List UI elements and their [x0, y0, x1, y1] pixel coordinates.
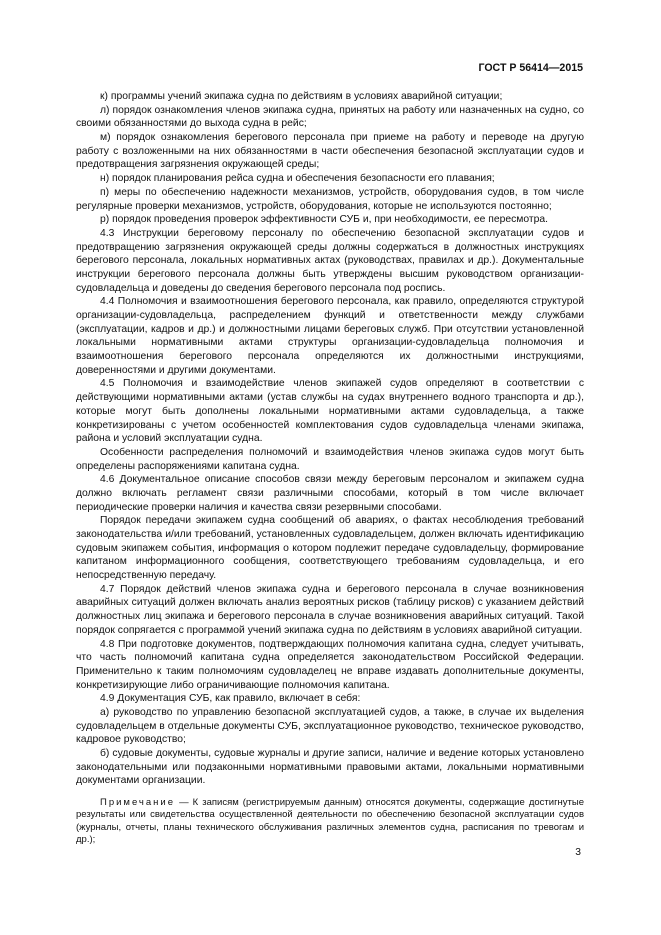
paragraph: 4.8 При подготовке документов, подтверждающих полномочия капитана судна, следует учитывать, что часть полномочий капитана судна определяется законодательством Российской Федерации. Применительно к таким полномочиям судовладелец не вправе издавать дополнительные документы, конкретизирующие либо ограничивающие полномочия капитана. [76, 638, 584, 691]
paragraph: 4.7 Порядок действий членов экипажа судна и берегового персонала в случае возникновения аварийных ситуаций должен включать анализ вероятных рисков (таблицу рисков) с указанием действий должностных лиц экипажа и берегового персонала в случае возникновения аварийных ситуаций. Такой порядок сопрягается с программой учений экипажа судна по действиям в условиях аварийной ситуации. [76, 583, 584, 636]
paragraph: л) порядок ознакомления членов экипажа судна, принятых на работу или назначенных на судно, со своими обязанностями до выхода судна в рейс; [76, 104, 584, 130]
page-number: 3 [575, 847, 581, 858]
note-label: Примечание [100, 797, 175, 809]
paragraph: б) судовые документы, судовые журналы и другие записи, наличие и ведение которых установлено законодательными или подзаконными нормативными правовыми актами, локальными нормативными документами организации. [76, 748, 584, 787]
paragraph: а) руководство по управлению безопасной эксплуатацией судов, а также, в случае их выделения судовладельцем в отдельные документы СУБ, эксплуатационное руководство, техническое руководство, кадровое руководство; [76, 706, 584, 746]
paragraph: р) порядок проведения проверок эффективности СУБ и, при необходимости, ее пересмотра. [100, 214, 549, 226]
paragraph: 4.3 Инструкции береговому персоналу по обеспечению безопасной эксплуатации судов и предотвращению загрязнения окружающей среды должны содержаться в должностных инструкциях берегового персонала, локальных нормативных актах (руководствах, правилах и др.). Документальные инструкции берегового персонала должны быть утверждены высшим руководством организации-судовладельца и доведены до сведения берегового персонала под роспись. [76, 227, 584, 294]
standard-number: ГОСТ Р 56414—2015 [478, 62, 583, 74]
body-text [76, 90, 584, 847]
paragraph: м) порядок ознакомления берегового персонала при приеме на работу и переводе на другую работу с возложенными на них обязанностями в части обеспечения безопасной эксплуатации судов и предотвращения загрязнения окружающей среды; [76, 132, 584, 171]
paragraph: 4.6 Документальное описание способов связи между береговым персоналом и экипажем судна должно включать регламент связи различными способами, который в том числе включает периодические проверки наличия и качества связи резервными способами. [76, 474, 584, 513]
paragraph: 4.4 Полномочия и взаимоотношения берегового персонала, как правило, определяются структурой организации-судовладельца, распределением функций и ответственности между службами (эксплуатации, кадров и др.) и должностными лицами береговых служб. При отсутствии установленной локальными нормативными актами структуры организации-судовладельца полномочия и взаимоотношения берегового персонала определяются их должностными инструкциями, доверенностями и другими документами. [76, 296, 584, 376]
paragraph: Особенности распределения полномочий и взаимодействия членов экипажа судов могут быть определены распоряжениями капитана судна. [76, 446, 584, 472]
paragraph: п) меры по обеспечению надежности механизмов, устройств, оборудования судов, в том числе регулярные проверки механизмов, устройств, оборудования, которые не используются постоянно; [76, 186, 584, 212]
note [76, 797, 584, 847]
paragraph: Порядок передачи экипажем судна сообщений об авариях, о фактах несоблюдения требований законодательства и/или требований, установленных судовладельцем, должен включать идентификацию судовым экипажем события, информация о котором подлежит передаче судовладельцу, формирование капитаном информационного сообщения, соответствующего требованиям судовладельца, и его непосредственную передачу. [76, 515, 584, 582]
paragraph: 4.5 Полномочия и взаимодействие членов экипажей судов определяют в соответствии с действующими нормативными актами (устав службы на судах внутреннего водного транспорта и др.), которые могут быть дополнены локальными нормативными актами судовладельца, а также конкретизированы с учетом особенностей комплектования судов судовладельца членами экипажа, района и условий эксплуатации судна. [76, 378, 584, 445]
note-text: — К записям (регистрируемым данным) относятся документы, содержащие достигнутые результаты или свидетельства осуществленной деятельности по обеспечению безопасной эксплуатации судов (журналы, отчеты, планы технического обслуживания различных элементов судна, расписания по тревогам и др.); [76, 797, 584, 846]
paragraph: н) порядок планирования рейса судна и обеспечения безопасности его плавания; [100, 173, 495, 185]
paragraph: 4.9 Документация СУБ, как правило, включает в себя: [100, 693, 361, 705]
paragraph: к) программы учений экипажа судна по действиям в условиях аварийной ситуации; [100, 91, 503, 102]
